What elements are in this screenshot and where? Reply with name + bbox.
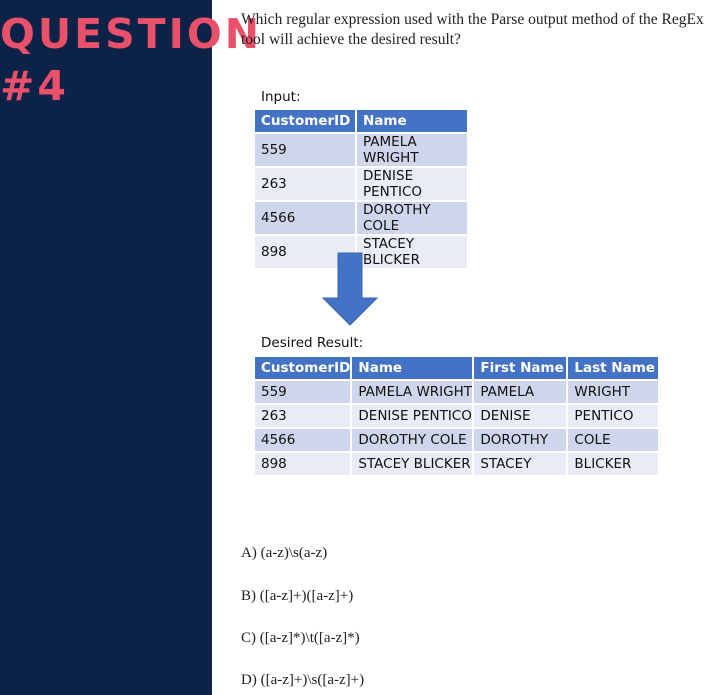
sidebar (0, 0, 263, 695)
table-cell: DOROTHY (474, 429, 568, 453)
table-cell: 263 (255, 405, 352, 429)
table-row (255, 405, 660, 429)
column-header: CustomerID (255, 110, 357, 134)
answer-option-c[interactable] (241, 630, 360, 647)
table-row (255, 202, 469, 236)
table-header-row (255, 357, 660, 381)
option-letter: D) (241, 672, 257, 688)
question-title-line1: QUESTION (0, 10, 263, 58)
option-text: ([a-z]*)\t([a-z]*) (259, 630, 360, 646)
table-cell: PAMELA (474, 381, 568, 405)
down-arrow-icon (322, 252, 378, 326)
table-cell: DENISE PENTICO (357, 168, 469, 202)
option-letter: B) (241, 588, 256, 604)
table-cell: DENISE PENTICO (352, 405, 474, 429)
table-cell: STACEY BLICKER (357, 236, 469, 270)
question-title-line2: #4 (0, 62, 69, 110)
table-cell: STACEY BLICKER (352, 453, 474, 477)
table-cell: BLICKER (568, 453, 660, 477)
table-cell: 263 (255, 168, 357, 202)
column-header: CustomerID (255, 357, 352, 381)
table-cell: 898 (255, 453, 352, 477)
result-caption: Desired Result: (261, 335, 364, 351)
option-text: (a-z)\s(a-z) (260, 545, 328, 561)
input-caption: Input: (261, 89, 301, 105)
table-header-row (255, 110, 469, 134)
table-cell: 4566 (255, 429, 352, 453)
column-header: Name (352, 357, 474, 381)
table-cell: PAMELA WRIGHT (352, 381, 474, 405)
table-cell: PENTICO (568, 405, 660, 429)
table-row (255, 453, 660, 477)
option-letter: C) (241, 630, 256, 646)
result-table (255, 357, 660, 477)
option-text: ([a-z]+)\s([a-z]+) (260, 672, 365, 688)
table-row (255, 381, 660, 405)
table-cell: DOROTHY COLE (352, 429, 474, 453)
table-cell: 559 (255, 134, 357, 168)
option-letter: A) (241, 545, 257, 561)
column-header: Name (357, 110, 469, 134)
table-row (255, 134, 469, 168)
table-cell: WRIGHT (568, 381, 660, 405)
input-table (255, 110, 469, 270)
table-cell: PAMELA WRIGHT (357, 134, 469, 168)
table-row (255, 168, 469, 202)
table-cell: 559 (255, 381, 352, 405)
table-row (255, 429, 660, 453)
answer-option-b[interactable] (241, 588, 353, 605)
question-text: Which regular expression used with the Parse output method of the RegEx tool will achieve the desired result? (241, 11, 704, 48)
column-header: First Name (474, 357, 568, 381)
table-cell: DENISE (474, 405, 568, 429)
table-cell: 898 (255, 236, 357, 270)
option-text: ([a-z]+)([a-z]+) (259, 588, 354, 604)
table-cell: DOROTHY COLE (357, 202, 469, 236)
answer-option-d[interactable] (241, 672, 364, 689)
column-header: Last Name (568, 357, 660, 381)
answer-option-a[interactable] (241, 545, 327, 562)
question-title (0, 8, 262, 112)
table-cell: STACEY (474, 453, 568, 477)
table-cell: COLE (568, 429, 660, 453)
table-cell: 4566 (255, 202, 357, 236)
